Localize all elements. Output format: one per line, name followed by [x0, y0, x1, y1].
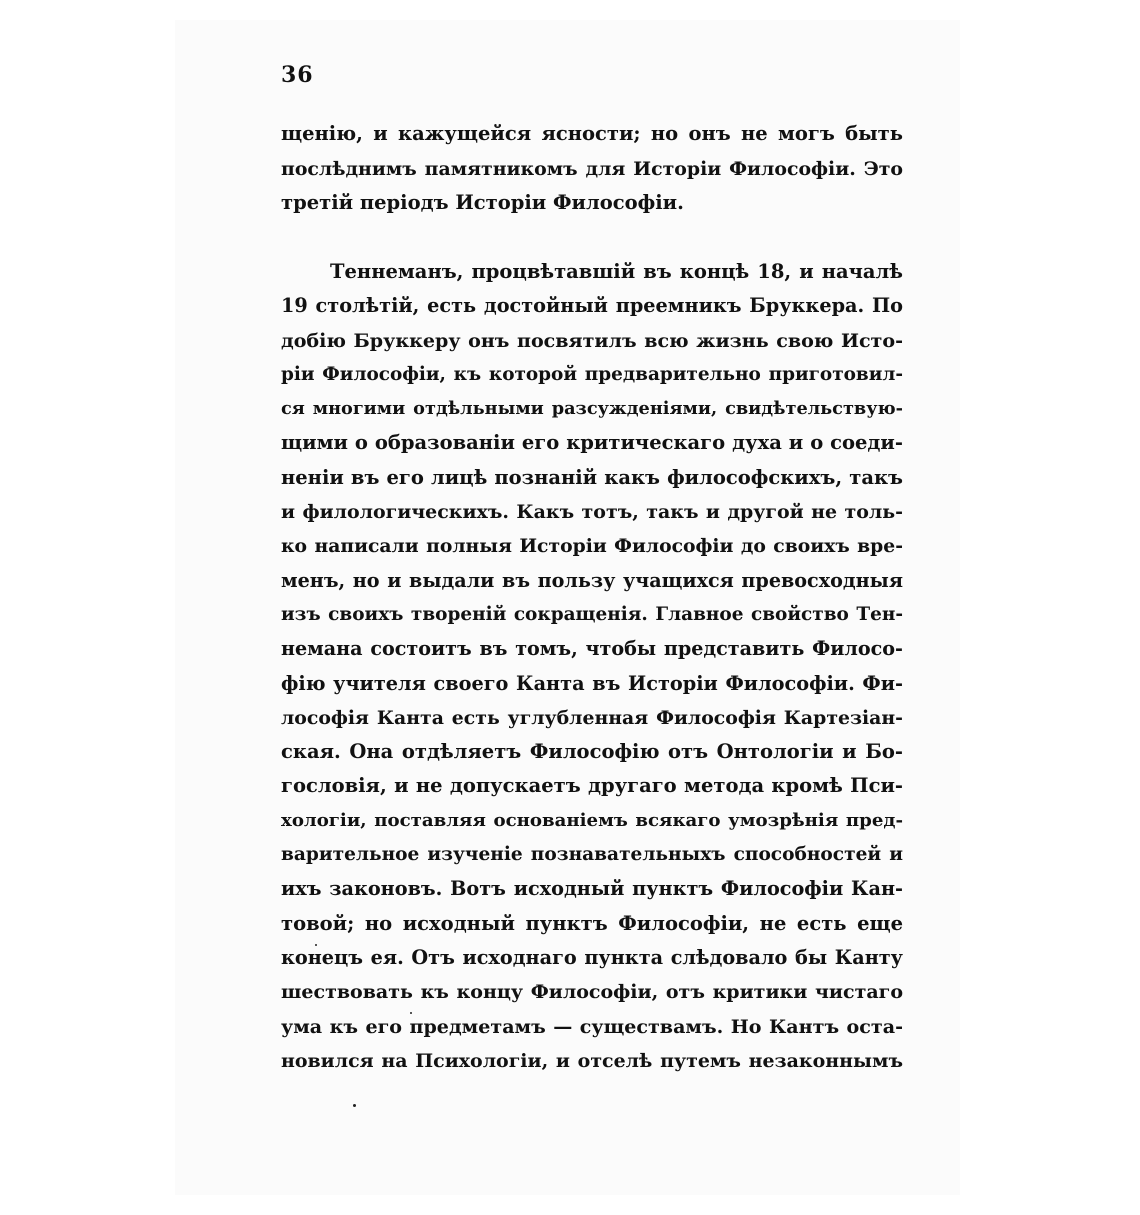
text-line: ся многими отдѣльными разсужденіями, свидѣтельствую- — [281, 398, 903, 420]
ink-speck — [353, 1104, 356, 1107]
text-line: добію Бруккеру онъ посвятилъ всю жизнь свою Исто- — [281, 329, 903, 352]
text-line: фію учителя своего Канта въ Исторіи Философіи. Фи- — [281, 671, 903, 695]
ink-speck — [315, 944, 317, 946]
text-line: лософія Канта есть углубленная Философія Картезіан- — [281, 706, 903, 729]
text-line: гословія, и не допускаетъ другаго метода кромѣ Пси- — [281, 774, 903, 798]
paragraph-2 — [281, 255, 903, 1078]
text-line: 19 столѣтій, есть достойный преемникъ Бруккера. По — [281, 294, 903, 318]
page-number: 36 — [281, 62, 314, 88]
text-line: варительное изученіе познавательныхъ способностей и — [281, 844, 903, 866]
text-line: щими о образованіи его критическаго духа и о соеди- — [281, 431, 903, 455]
text-line: хологіи, поставляя основаніемъ всякаго умозрѣнія пред- — [281, 809, 903, 831]
text-line: новился на Психологіи, и отселѣ путемъ незаконнымъ — [281, 1049, 903, 1072]
text-line: неніи въ его лицѣ познаній какъ философскихъ, такъ — [281, 465, 903, 489]
text-line: ріи Философіи, къ которой предварительно приготовил- — [281, 363, 903, 385]
text-line: шествовать къ концу Философіи, отъ критики чистаго — [281, 981, 903, 1004]
text-line: товой; но исходный пунктъ Философіи, не есть еще — [281, 911, 903, 935]
text-line: ихъ законовъ. Вотъ исходный пунктъ Философіи Кан- — [281, 877, 903, 901]
text-line: Теннеманъ, процвѣтавшій въ концѣ 18, и началѣ — [330, 260, 903, 283]
text-line: ская. Она отдѣляетъ Философію отъ Онтологіи и Бо- — [281, 740, 903, 764]
text-line: конецъ ея. Отъ исходнаго пункта слѣдовало бы Канту — [281, 945, 903, 969]
text-line: изъ своихъ твореній сокращенія. Главное свойство Тен- — [281, 603, 903, 625]
text-line: менъ, но и выдали въ пользу учащихся превосходныя — [281, 568, 903, 592]
text-line: ума къ его предметамъ — существамъ. Но Кантъ оста- — [281, 1015, 903, 1038]
text-line: послѣднимъ памятникомъ для Исторіи Философіи. Это — [281, 157, 903, 180]
ink-speck — [410, 1012, 412, 1014]
text-line: щенію, и кажущейся ясности; но онъ не могъ быть — [281, 122, 903, 145]
paragraph-1 — [281, 117, 903, 221]
text-line: и филологическихъ. Какъ тотъ, такъ и другой не толь- — [281, 501, 903, 524]
text-line: третій періодъ Исторіи Философіи. — [281, 191, 684, 214]
text-line: немана состоитъ въ томъ, чтобы представить Филосо- — [281, 637, 903, 661]
text-line: ко написали полныя Исторіи Философіи до своихъ вре- — [281, 535, 903, 558]
